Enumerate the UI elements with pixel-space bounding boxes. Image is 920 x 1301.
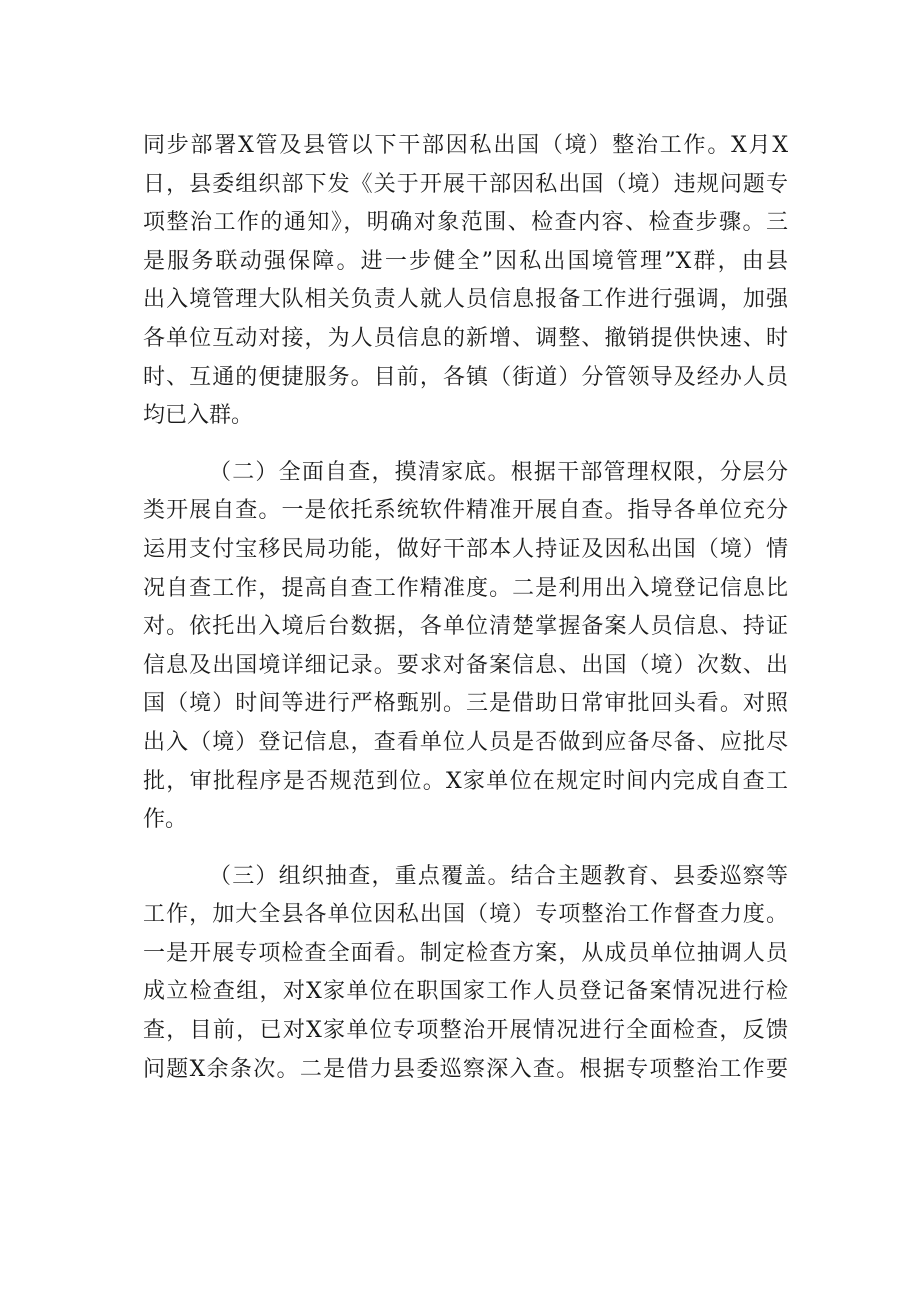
text-line: 均已入群。 <box>143 403 254 429</box>
text-line: 信息及出国境详细记录。要求对备案信息、出国（境）次数、出 <box>143 652 788 678</box>
text-line: 各单位互动对接，为人员信息的新增、调整、撤销提供快速、时 <box>143 325 788 351</box>
text-line: 对。依托出入境后台数据，各单位清楚掌握备案人员信息、持证 <box>143 614 788 640</box>
text-line: 一是开展专项检查全面看。制定检查方案，从成员单位抽调人员 <box>143 940 788 966</box>
text-line: 类开展自查。一是依托系统软件精准开展自查。指导各单位充分 <box>143 498 788 524</box>
text-line: 同步部署X管及县管以下干部因私出国（境）整治工作。X月X <box>143 133 788 158</box>
text-line: 是服务联动强保障。进一步健全”因私出国境管理”X群，由县 <box>143 248 788 274</box>
paragraph-3 <box>143 858 788 1090</box>
text-line: 日，县委组织部下发《关于开展干部因私出国（境）违规问题专 <box>143 171 788 197</box>
text-line: 工作，加大全县各单位因私出国（境）专项整治工作督查力度。 <box>143 902 788 928</box>
paragraph-2 <box>143 454 788 840</box>
text-line: （三）组织抽查，重点覆盖。结合主题教育、县委巡察等 <box>209 863 788 889</box>
text-line: 出入（境）登记信息，查看单位人员是否做到应备尽备、应批尽 <box>143 729 788 755</box>
text-line: 项整治工作的通知》，明确对象范围、检查内容、检查步骤。三 <box>143 210 788 236</box>
text-line: 况自查工作，提高自查工作精准度。二是利用出入境登记信息比 <box>143 575 788 601</box>
text-line: 成立检查组，对X家单位在职国家工作人员登记备案情况进行检 <box>143 979 788 1005</box>
text-line: 查，目前，已对X家单位专项整治开展情况进行全面检查，反馈 <box>143 1018 788 1044</box>
text-line: 出入境管理大队相关负责人就人员信息报备工作进行强调，加强 <box>143 287 788 313</box>
text-line: 批，审批程序是否规范到位。X家单位在规定时间内完成自查工 <box>143 768 788 794</box>
paragraph-gap <box>143 840 788 858</box>
document-body <box>143 127 788 1089</box>
text-line: 运用支付宝移民局功能，做好干部本人持证及因私出国（境）情 <box>143 536 788 562</box>
text-line: 时、互通的便捷服务。目前，各镇（街道）分管领导及经办人员 <box>143 364 788 390</box>
paragraph-1 <box>143 127 788 436</box>
text-line: （二）全面自查，摸清家底。根据干部管理权限，分层分 <box>209 459 788 485</box>
text-line: 作。 <box>143 807 188 833</box>
text-line: 国（境）时间等进行严格甄别。三是借助日常审批回头看。对照 <box>143 691 788 717</box>
paragraph-gap <box>143 436 788 454</box>
text-line: 问题X余条次。二是借力县委巡察深入查。根据专项整治工作要 <box>143 1056 788 1082</box>
